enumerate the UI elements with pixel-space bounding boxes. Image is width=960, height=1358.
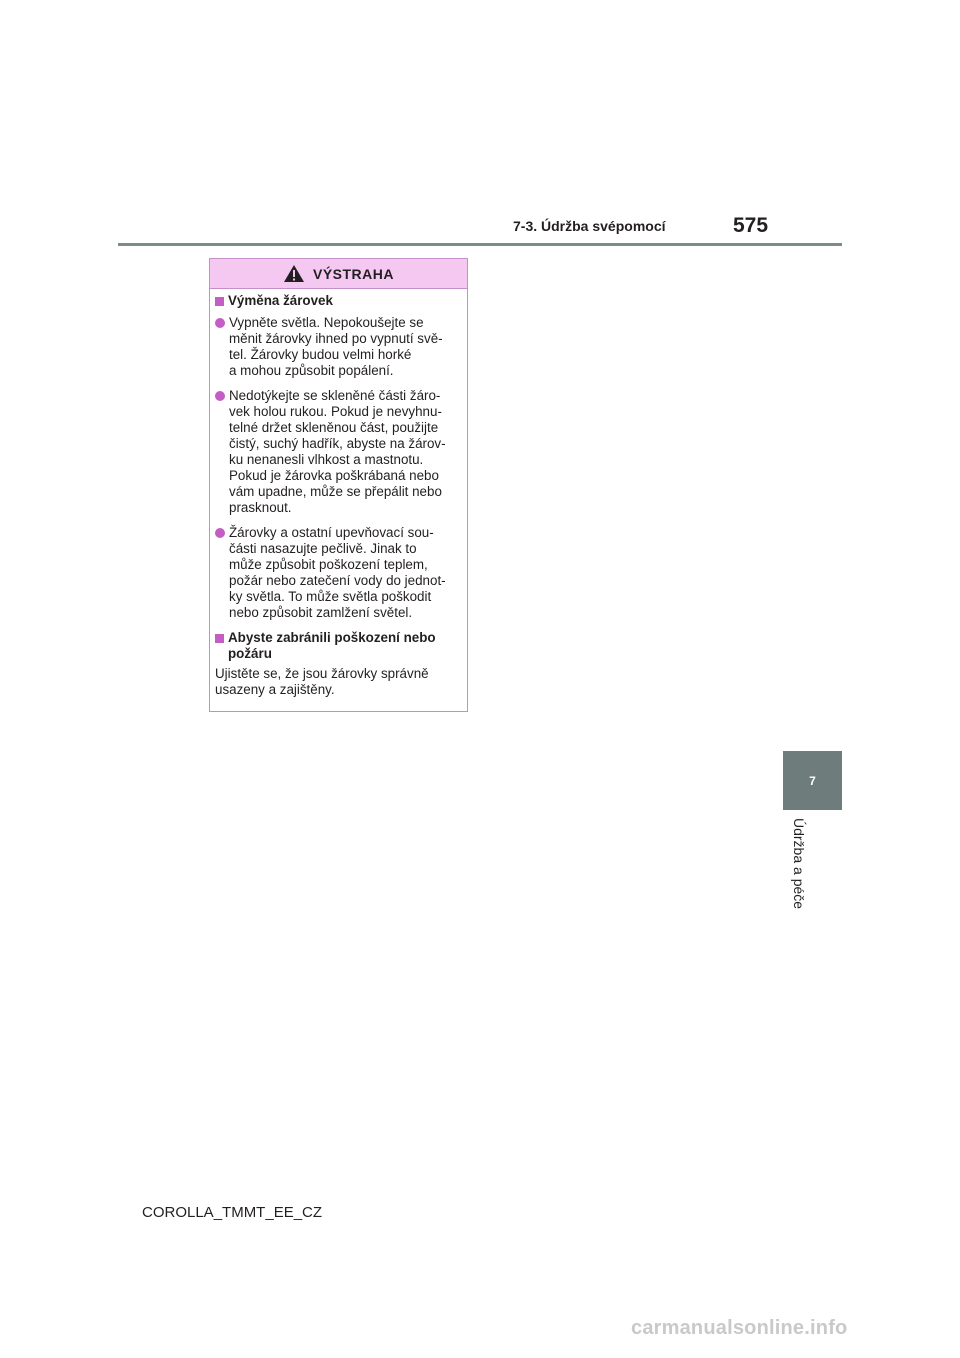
circle-bullet-icon (215, 528, 225, 538)
warning-body (210, 289, 467, 698)
circle-bullet-icon (215, 391, 225, 401)
list-item (215, 315, 463, 379)
square-bullet-icon (215, 297, 224, 306)
warning-triangle-icon (283, 264, 305, 283)
chapter-number: 7 (809, 773, 816, 788)
warning-header (210, 259, 467, 289)
page-number: 575 (733, 214, 769, 237)
warning-paragraph: Ujistěte se, že jsou žárovky správně usazeny a zajištěny. (215, 666, 429, 697)
list-item-text: Nedotýkejte se skleněné části žáro- vek holou rukou. Pokud je nevyhnu- telné držet skleněnou část, použijte čistý, suchý hadřík, abyste na žárov- ku nenanesli vlhkost a mastnotu. Pokud je žárovka poškrábaná nebo vám upadne, může se přepálit nebo prasknout. (229, 388, 446, 515)
header-divider (118, 243, 842, 246)
list-item (215, 388, 463, 516)
warning-box (209, 258, 468, 712)
square-bullet-icon (215, 634, 224, 643)
section-title: 7-3. Údržba svépomocí (513, 218, 666, 234)
document-code: COROLLA_TMMT_EE_CZ (142, 1204, 323, 1221)
watermark: carmanualsonline.info (631, 1317, 848, 1339)
subheading-text: Abyste zabránili poškození nebo požáru (228, 630, 436, 661)
list-item-text: Vypněte světla. Nepokoušejte se měnit žárovky ihned po vypnutí svě- tel. Žárovky budou velmi horké a mohou způsobit popálení. (229, 315, 443, 378)
subheading-prevent-damage (215, 630, 463, 662)
subheading-text: Výměna žárovek (228, 293, 333, 308)
list-item-text: Žárovky a ostatní upevňovací sou- části nasazujte pečlivě. Jinak to může způsobit poškození teplem, požár nebo zatečení vody do jednot- ky světla. To může světla poškodit nebo způsobit zamlžení světel. (229, 525, 446, 620)
chapter-tab (783, 751, 842, 810)
circle-bullet-icon (215, 318, 225, 328)
list-item (215, 525, 463, 621)
subheading-bulb-replacement (215, 293, 463, 309)
warning-title: VÝSTRAHA (312, 265, 394, 282)
chapter-title: Údržba a péče (791, 818, 807, 910)
